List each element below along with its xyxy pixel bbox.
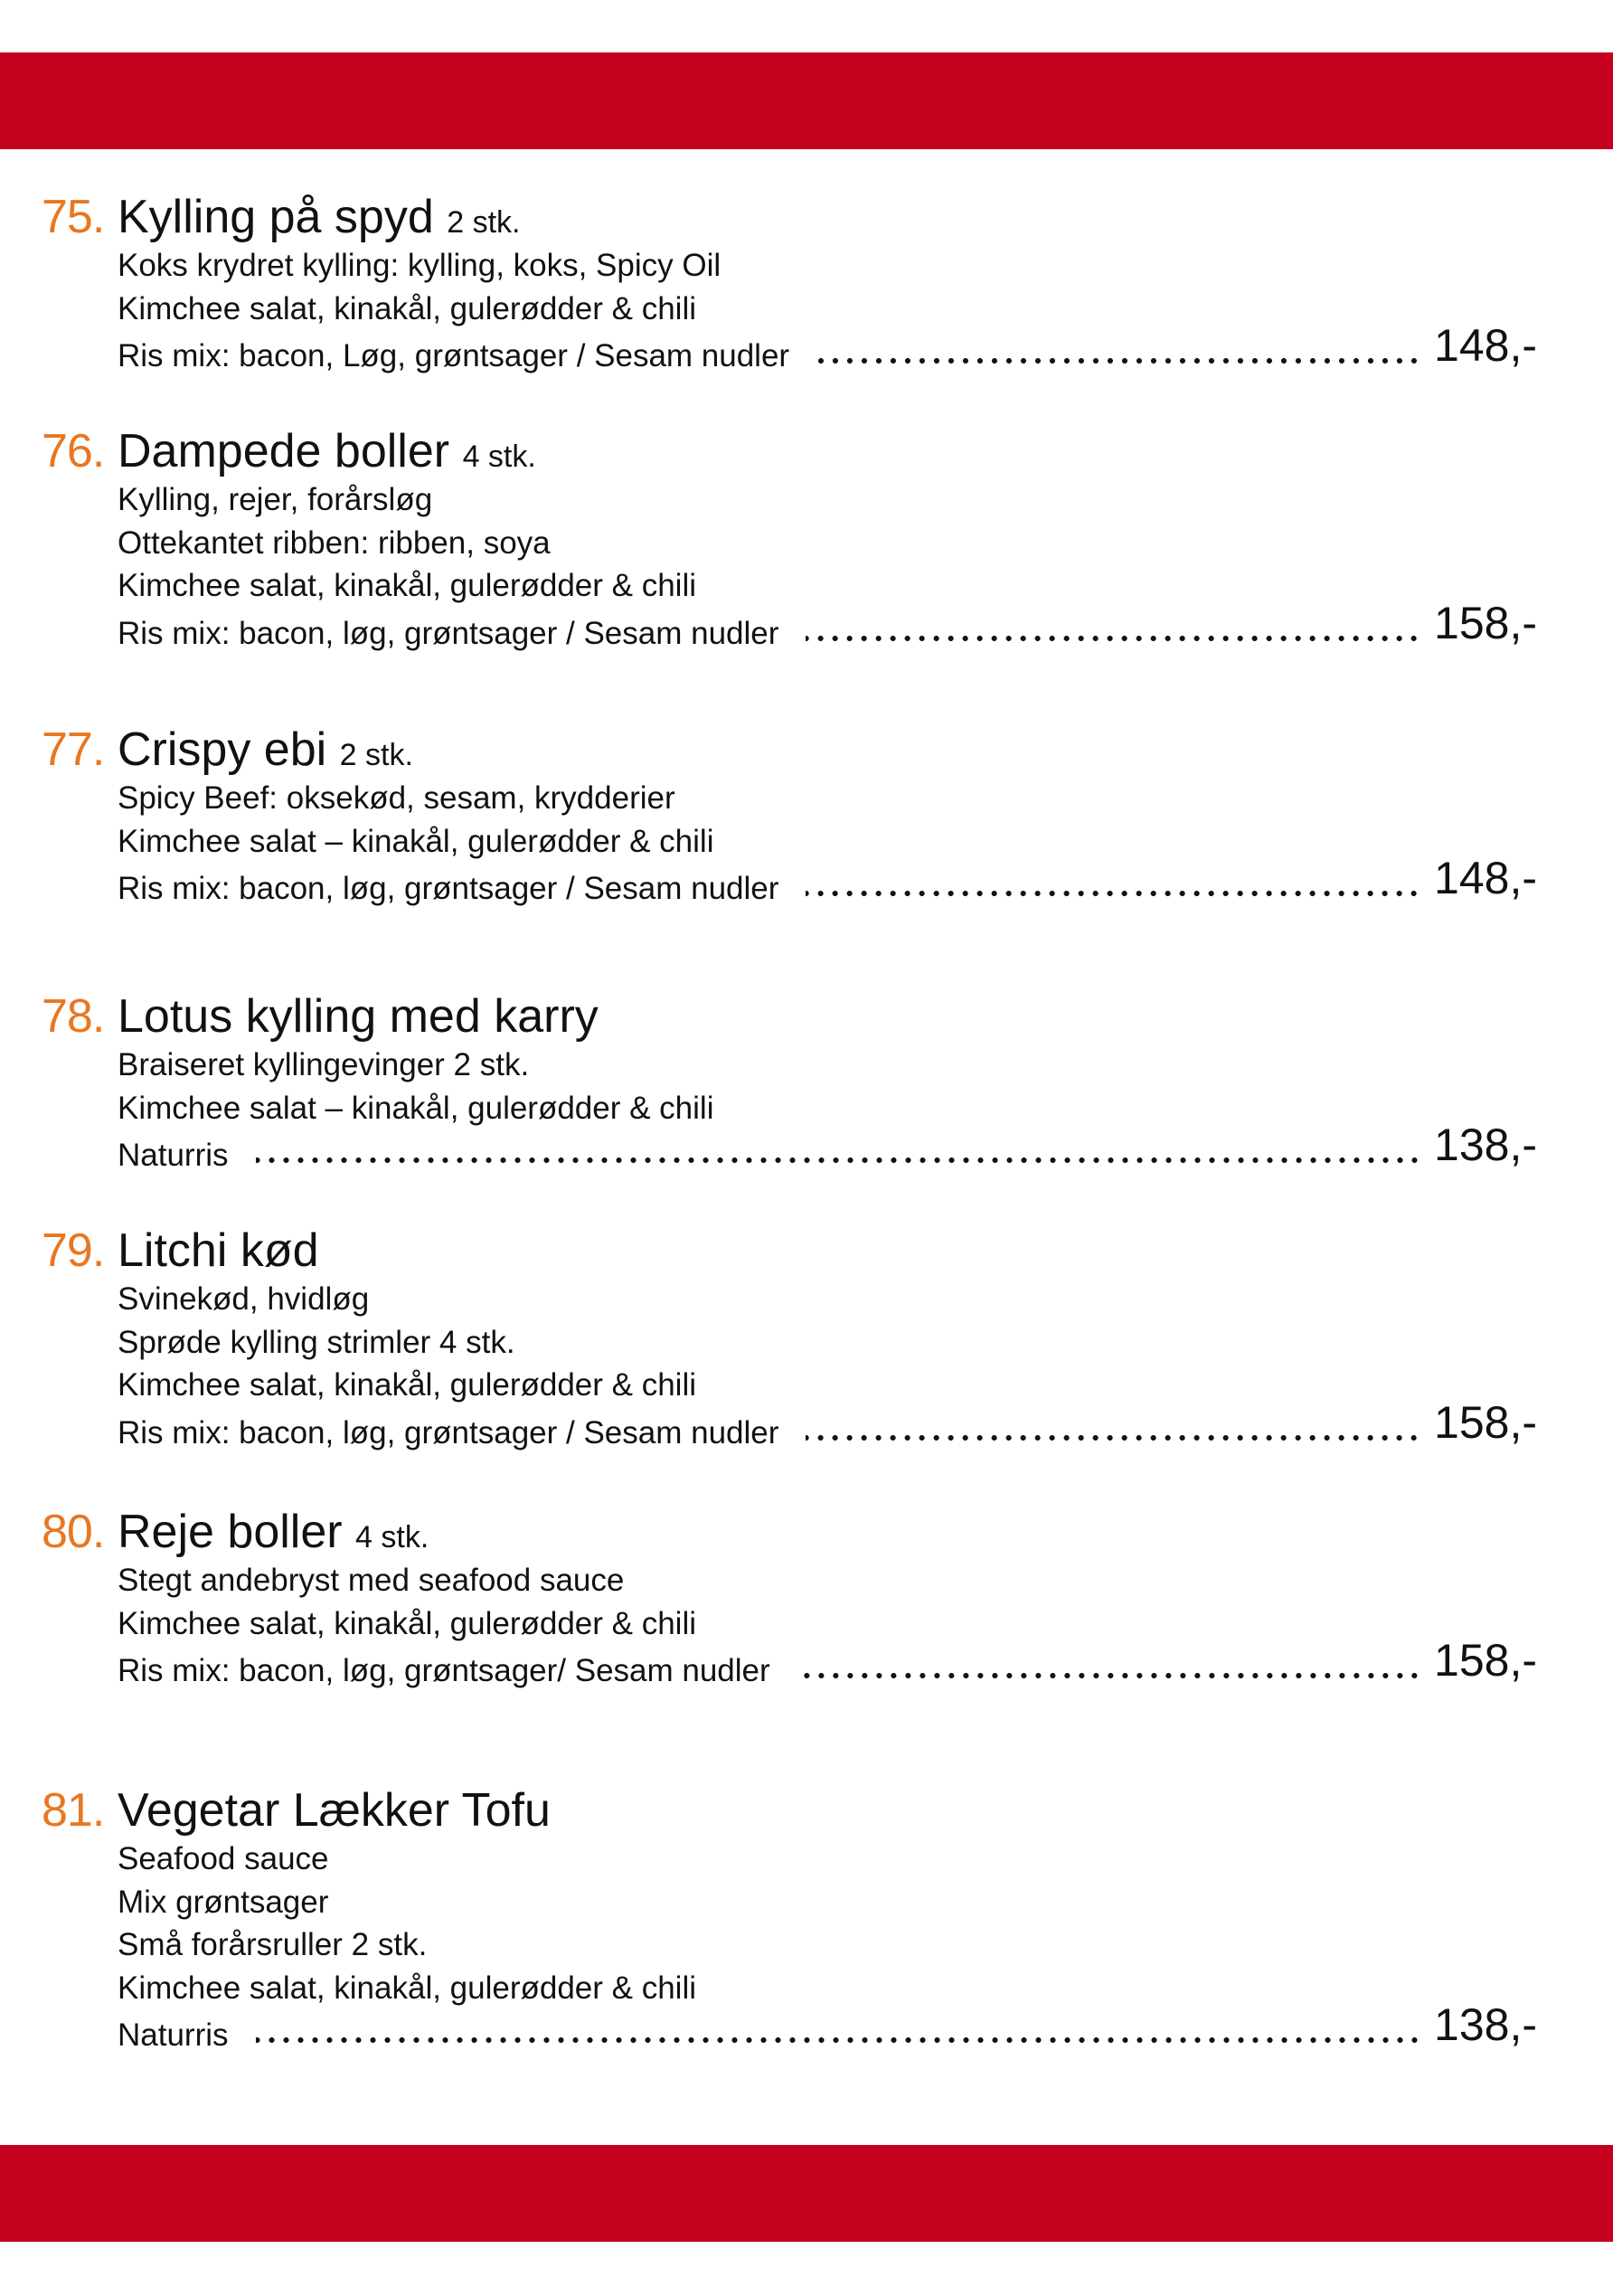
item-title <box>118 1503 429 1566</box>
item-line <box>118 1364 1537 1407</box>
item-description <box>118 1044 1537 1173</box>
dot-leader <box>806 635 1421 642</box>
item-line-text: Stegt andebryst med seafood sauce <box>118 1563 625 1598</box>
item-description <box>118 478 1537 650</box>
item-line-text: Svinekød, hvidløg <box>118 1281 370 1317</box>
item-line <box>118 777 1537 820</box>
item-price: 158,- <box>1434 597 1537 648</box>
item-title <box>118 188 520 251</box>
item-name: Crispy ebi <box>118 723 327 776</box>
item-line-text: Små forårsruller 2 stk. <box>118 1927 428 1962</box>
item-line <box>118 1967 1537 2010</box>
item-line <box>118 522 1537 565</box>
item-title <box>118 987 599 1045</box>
item-last-line <box>118 1396 1537 1450</box>
item-quantity: 4 stk. <box>355 1520 429 1554</box>
item-line-text: Kimchee salat, kinakål, gulerødder & chili <box>118 1605 697 1641</box>
item-price: 138,- <box>1434 1120 1537 1170</box>
item-description <box>118 1278 1537 1450</box>
item-line-text: Kimchee salat, kinakål, gulerødder & chili <box>118 290 697 326</box>
item-number: 79. <box>42 1224 105 1277</box>
item-line <box>118 244 1537 288</box>
item-description <box>118 1559 1537 1688</box>
item-number: 77. <box>42 723 105 776</box>
item-line-text: Ris mix: bacon, løg, grøntsager / Sesam nudler <box>118 1414 779 1450</box>
item-price: 138,- <box>1434 1999 1537 2050</box>
item-line <box>118 1838 1537 1881</box>
item-line-text: Ris mix: bacon, Løg, grøntsager / Sesam nudler <box>118 338 790 373</box>
item-quantity: 2 stk. <box>447 205 521 240</box>
item-number: 76. <box>42 425 105 477</box>
item-description <box>118 1838 1537 2053</box>
item-price: 158,- <box>1434 1396 1537 1448</box>
dot-leader <box>816 357 1421 364</box>
item-line-text: Kimchee salat, kinakål, gulerødder & chili <box>118 1970 697 2006</box>
item-line-text: Ris mix: bacon, løg, grøntsager / Sesam nudler <box>118 615 779 651</box>
dot-leader <box>806 1434 1421 1441</box>
bottom-red-band <box>0 2145 1613 2242</box>
item-price: 148,- <box>1434 320 1537 371</box>
item-last-line <box>118 1999 1537 2053</box>
dot-leader <box>256 1157 1422 1164</box>
dot-leader <box>797 1672 1421 1679</box>
item-number: 80. <box>42 1506 105 1558</box>
item-title <box>118 422 536 486</box>
item-line-text: Naturris <box>118 1138 229 1173</box>
item-line <box>118 1559 1537 1602</box>
item-line <box>118 820 1537 864</box>
item-title <box>118 1781 551 1839</box>
item-price: 148,- <box>1434 853 1537 903</box>
item-line-text: Naturris <box>118 2017 229 2053</box>
item-line-text: Mix grøntsager <box>118 1884 329 1920</box>
item-line-text: Kimchee salat – kinakål, gulerødder & chili <box>118 823 714 859</box>
item-line <box>118 478 1537 522</box>
item-title <box>118 1222 319 1280</box>
item-line <box>118 1278 1537 1321</box>
item-line <box>118 564 1537 608</box>
dot-leader <box>806 890 1421 897</box>
item-number: 81. <box>42 1784 105 1837</box>
item-line-text: Sprøde kylling strimler 4 stk. <box>118 1324 515 1360</box>
item-last-line <box>118 1635 1537 1688</box>
item-description <box>118 244 1537 373</box>
item-line-text: Kimchee salat, kinakål, gulerødder & chili <box>118 568 697 603</box>
item-line-text: Braiseret kyllingevinger 2 stk. <box>118 1047 530 1082</box>
item-title <box>118 721 413 784</box>
item-name: Vegetar Lækker Tofu <box>118 1784 551 1837</box>
item-name: Dampede boller <box>118 425 450 477</box>
item-price: 158,- <box>1434 1635 1537 1686</box>
item-line <box>118 1087 1537 1130</box>
item-number: 78. <box>42 990 105 1043</box>
item-line-text: Kimchee salat – kinakål, gulerødder & chili <box>118 1090 714 1126</box>
item-quantity: 4 stk. <box>462 439 536 474</box>
item-line-text: Kylling, rejer, forårsløg <box>118 482 433 517</box>
item-name: Reje boller <box>118 1506 343 1558</box>
item-line <box>118 1881 1537 1924</box>
item-name: Lotus kylling med karry <box>118 990 599 1043</box>
item-line-text: Koks krydret kylling: kylling, koks, Spicy Oil <box>118 248 722 283</box>
item-number: 75. <box>42 191 105 243</box>
item-name: Litchi kød <box>118 1224 319 1277</box>
item-last-line <box>118 853 1537 906</box>
item-line-text: Ris mix: bacon, løg, grøntsager / Sesam nudler <box>118 871 779 906</box>
item-line <box>118 1044 1537 1087</box>
item-last-line <box>118 320 1537 373</box>
item-last-line <box>118 597 1537 651</box>
item-line <box>118 1321 1537 1365</box>
item-line-text: Ottekantet ribben: ribben, soya <box>118 524 551 561</box>
item-quantity: 2 stk. <box>339 738 413 772</box>
item-line-text: Kimchee salat, kinakål, gulerødder & chili <box>118 1367 697 1403</box>
item-line-text: Seafood sauce <box>118 1841 329 1876</box>
item-line <box>118 1923 1537 1967</box>
dot-leader <box>256 2036 1422 2044</box>
item-line-text: Ris mix: bacon, løg, grøntsager/ Sesam nudler <box>118 1653 770 1688</box>
item-line-text: Spicy Beef: oksekød, sesam, krydderier <box>118 780 675 816</box>
item-last-line <box>118 1120 1537 1173</box>
item-name: Kylling på spyd <box>118 191 434 243</box>
top-red-band <box>0 52 1613 149</box>
item-description <box>118 777 1537 906</box>
item-line <box>118 1602 1537 1646</box>
item-line <box>118 288 1537 331</box>
